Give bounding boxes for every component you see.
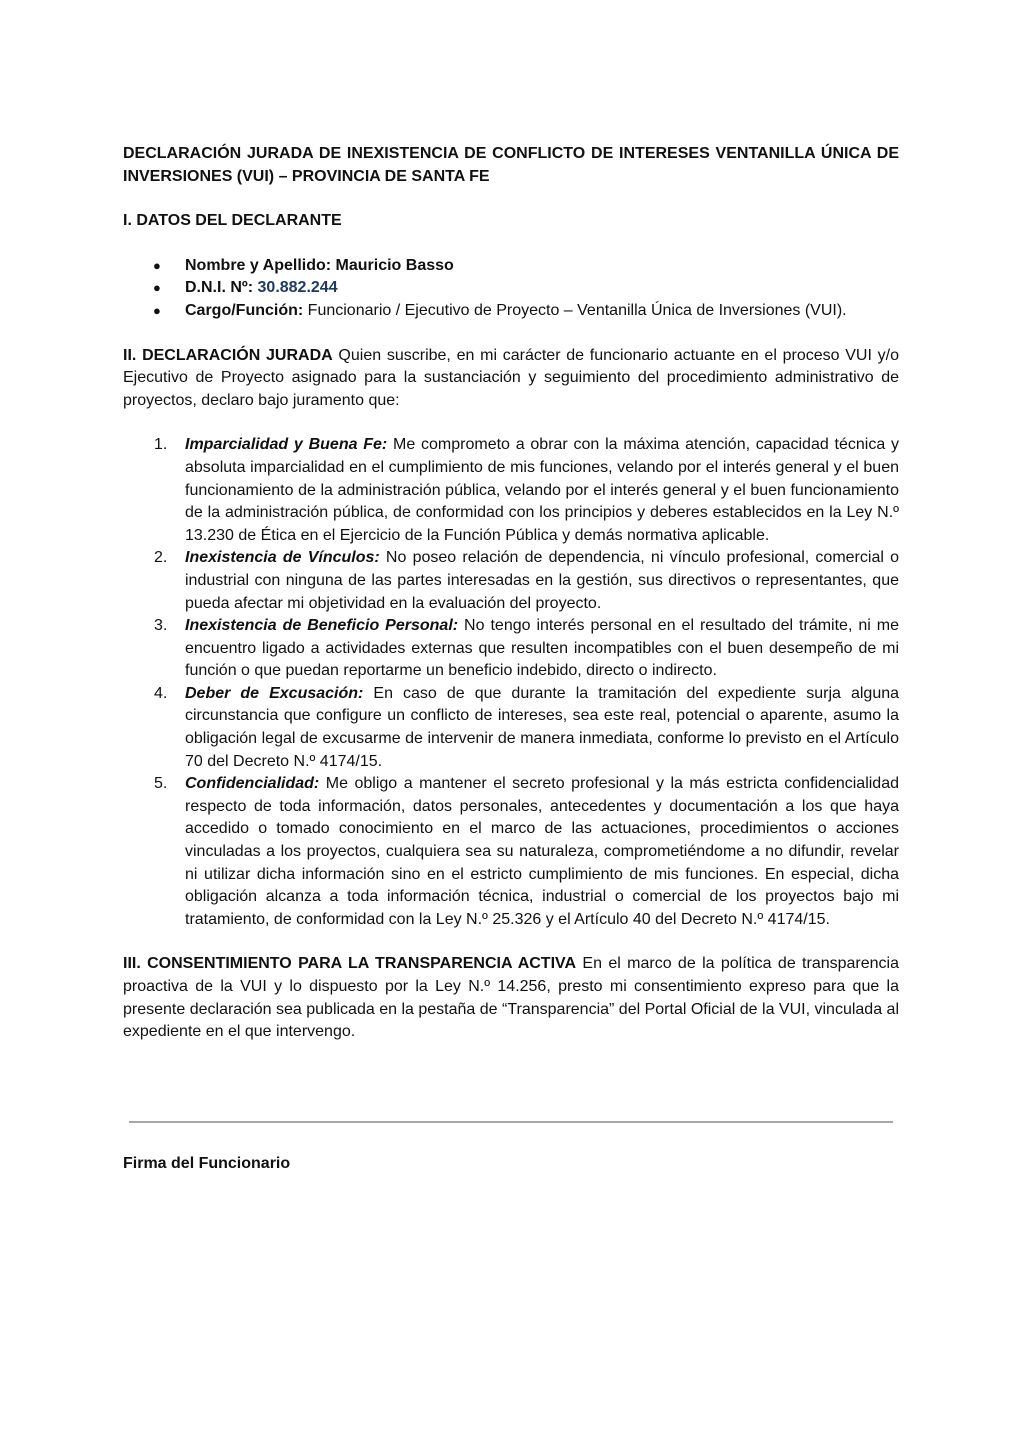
section-3-paragraph <box>123 953 899 1043</box>
section-1-heading: I. DATOS DEL DECLARANTE <box>123 212 342 230</box>
bullet-icon: ● <box>153 257 161 273</box>
declaration-item-links <box>123 547 899 615</box>
section-3-heading: III. CONSENTIMIENTO PARA LA TRANSPARENCIA ACTIVA <box>123 955 577 973</box>
declaration-item-impartiality <box>123 434 899 547</box>
item-text: En caso de que durante la tramitación del expediente surja alguna circunstancia que configure un conflicto de intereses, sea este real, potencial o aparente, asumo la obligación legal de excusarme de intervenir de manera inmediata, conforme lo previsto en el Artículo 70 del Decreto N.º 4174/15. <box>185 684 900 770</box>
declaration-list <box>123 434 899 931</box>
declarant-role-item <box>123 300 899 323</box>
role-label: Cargo/Función: <box>185 301 304 319</box>
section-2-intro <box>123 345 899 413</box>
declarant-data-list <box>123 255 899 323</box>
item-text: No tengo interés personal en el resultado del trámite, ni me encuentro ligado a actividades externas que resulten incompatibles con el buen desempeño de mi función o que puedan reportarme un beneficio indebido, directo o indirecto. <box>185 617 899 680</box>
declarant-dni-item <box>123 277 899 300</box>
dni-value: 30.882.244 <box>257 279 338 297</box>
document-title: DECLARACIÓN JURADA DE INEXISTENCIA DE CONFLICTO DE INTERESES VENTANILLA ÚNICA DE INVERSIONES (VUI) – PROVINCIA DE SANTA FE <box>123 145 899 185</box>
declarant-name: Nombre y Apellido: Mauricio Basso <box>185 256 454 274</box>
item-number: 3. <box>154 617 168 635</box>
declaration-item-confidentiality <box>123 773 899 931</box>
item-title: Confidencialidad: <box>185 775 320 793</box>
dni-label: D.N.I. Nº: <box>185 279 258 297</box>
item-number: 5. <box>154 775 168 793</box>
declaration-item-excusation <box>123 683 899 773</box>
bullet-icon: ● <box>153 280 161 296</box>
item-text: Me comprometo a obrar con la máxima atención, capacidad técnica y absoluta imparcialidad en el cumplimiento de mis funciones, velando por el interés general y el buen funcionamiento de la administración pública, velando por el interés general y el buen funcionamiento de la administración pública, de conformidad con los principios y deberes establecidos en la Ley N.º 13.230 de Ética en el Ejercicio de la Función Pública y demás normativa aplicable. <box>185 436 899 544</box>
item-text: No poseo relación de dependencia, ni vínculo profesional, comercial o industrial con ninguna de las partes interesadas en la gestión, sus directivos o representantes, que pueda afectar mi objetividad en la evaluación del proyecto. <box>185 549 899 612</box>
bullet-icon: ● <box>153 302 161 318</box>
section-3-text: En el marco de la política de transparencia proactiva de la VUI y lo dispuesto por la Ley N.º 14.256, presto mi consentimiento expreso para que la presente declaración sea publicada en la pestaña de “Transparencia” del Portal Oficial de la VUI, vinculada al expediente en el que intervengo. <box>123 955 900 1041</box>
signature-label: Firma del Funcionario <box>123 1155 291 1172</box>
item-title: Imparcialidad y Buena Fe: <box>185 436 388 454</box>
declarant-name-item <box>123 255 899 278</box>
item-title: Deber de Excusación: <box>185 684 364 702</box>
item-title: Inexistencia de Beneficio Personal: <box>185 617 459 635</box>
item-number: 1. <box>154 436 168 454</box>
document-body <box>123 143 899 1044</box>
section-2-intro-text: Quien suscribe, en mi carácter de funcionario actuante en el proceso VUI y/o Ejecutivo de Proyecto asignado para la sustanciación y seguimiento del procedimiento administrativo de proyectos, declaro bajo juramento que: <box>123 346 899 409</box>
signature-line <box>129 1121 893 1123</box>
item-text: Me obligo a mantener el secreto profesional y la más estricta confidencialidad respecto de toda información, datos personales, antecedentes y documentación a los que haya accedido o tomado conocimiento en el marco de las actuaciones, procedimientos o acciones vinculadas a los proyectos, cualquiera sea su naturaleza, comprometiéndome a no difundir, revelar ni utilizar dicha información sino en el estricto cumplimiento de mis funciones. En especial, dicha obligación alcanza a toda información técnica, industrial o comercial de los proyectos bajo mi tratamiento, de conformidad con la Ley N.º 25.326 y el Artículo 40 del Decreto N.º 4174/15. <box>185 775 899 928</box>
item-title: Inexistencia de Vínculos: <box>185 549 380 567</box>
section-2-heading: II. DECLARACIÓN JURADA <box>123 346 333 364</box>
role-value: Funcionario / Ejecutivo de Proyecto – Ventanilla Única de Inversiones (VUI). <box>303 301 847 319</box>
declaration-item-benefit <box>123 615 899 683</box>
item-number: 4. <box>154 684 168 702</box>
item-number: 2. <box>154 549 168 567</box>
